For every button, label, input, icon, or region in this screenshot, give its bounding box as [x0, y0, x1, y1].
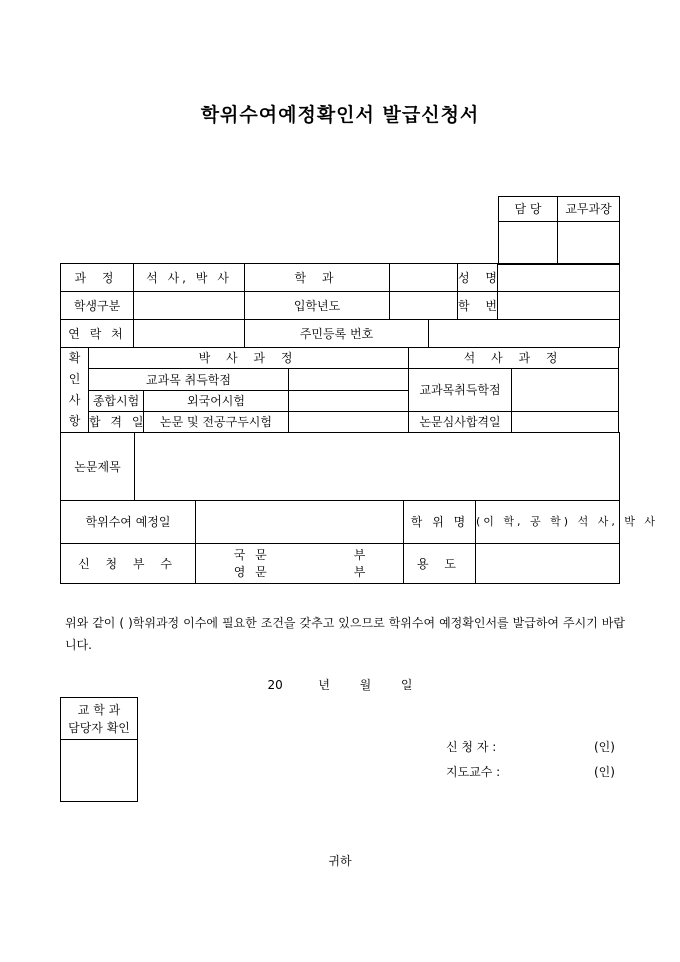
student-no-field[interactable] — [498, 292, 620, 320]
staff-confirm-line1: 교 학 과 — [77, 702, 121, 717]
approval-staff-label: 담 당 — [499, 197, 558, 222]
degree-name-value: (이 학, 공 학) 석 사, 박 사 — [476, 501, 620, 544]
dept-field[interactable] — [390, 264, 458, 292]
ms-credits-label: 교과목취득학점 — [409, 369, 512, 412]
staff-confirm-box — [60, 697, 138, 802]
approval-box — [498, 196, 620, 265]
copies-english-unit: 부 — [353, 564, 366, 579]
thesis-exam-field[interactable] — [289, 412, 409, 433]
rrn-field[interactable] — [429, 320, 620, 348]
date-line — [0, 676, 680, 693]
confirm-side-char-2: 인 — [68, 372, 81, 386]
info-table — [60, 263, 620, 348]
student-type-field[interactable] — [134, 292, 245, 320]
staff-confirm-sign[interactable] — [61, 740, 138, 802]
advisor-seal[interactable]: (인) — [594, 765, 615, 779]
student-no-label: 학 번 — [458, 292, 498, 320]
copies-field[interactable] — [196, 544, 404, 584]
document-title: 학위수여예정확인서 발급신청서 — [200, 104, 480, 126]
degree-table — [60, 432, 659, 584]
student-type-label: 학생구분 — [61, 292, 134, 320]
contact-field[interactable] — [134, 320, 245, 348]
thesis-exam-label: 논문 및 전공구두시험 — [144, 412, 289, 433]
approval-manager-label: 교무과장 — [558, 197, 620, 222]
dept-label: 학 과 — [245, 264, 390, 292]
staff-confirm-line2: 담당자 확인 — [68, 720, 130, 735]
thesis-title-label: 논문제목 — [61, 433, 135, 501]
foreign-lang-label: 외국어시험 — [144, 391, 289, 412]
ms-header: 석 사 과 정 — [409, 348, 619, 369]
applicant-seal[interactable]: (인) — [594, 740, 615, 754]
confirm-side-char-4: 항 — [68, 414, 81, 428]
degree-name-label: 학 위 명 — [404, 501, 476, 544]
thesis-title-field[interactable] — [135, 433, 620, 501]
degree-date-label: 학위수여 예정일 — [61, 501, 196, 544]
approval-manager-sign[interactable] — [558, 222, 620, 265]
copies-english-label: 영 문 — [233, 564, 270, 579]
admit-year-field[interactable] — [390, 292, 458, 320]
degree-date-field[interactable] — [196, 501, 404, 544]
date-month: 월 — [359, 678, 372, 692]
phd-credits-field[interactable] — [289, 369, 409, 391]
course-label: 과 정 — [61, 264, 134, 292]
date-prefix: 20 — [267, 678, 283, 692]
contact-label: 연 락 처 — [61, 320, 134, 348]
date-day: 일 — [400, 678, 413, 692]
course-value: 석 사, 박 사 — [134, 264, 245, 292]
copies-korean-row — [196, 547, 403, 564]
ms-thesis-pass-field[interactable] — [512, 412, 619, 433]
date-year: 년 — [318, 678, 331, 692]
purpose-field[interactable] — [476, 544, 620, 584]
copies-korean-unit: 부 — [353, 547, 366, 562]
confirm-side-char-1: 확 — [68, 351, 81, 365]
phd-credits-label: 교과목 취득학점 — [89, 369, 289, 391]
confirm-table — [60, 347, 619, 433]
statement-text: 위와 같이 ( )학위과정 이수에 필요한 조건을 갖추고 있으므로 학위수여 예정확인서를 발급하여 주시기 바랍니다. — [65, 616, 625, 652]
copies-label: 신 청 부 수 — [61, 544, 196, 584]
confirm-side-char-3: 사 — [68, 393, 81, 407]
copies-english-row — [196, 564, 403, 581]
pass-date-label: 합 격 일 — [89, 412, 144, 433]
admit-year-label: 입학년도 — [245, 292, 390, 320]
purpose-label: 용 도 — [404, 544, 476, 584]
name-field[interactable] — [498, 264, 620, 292]
ms-thesis-pass-label: 논문심사합격일 — [409, 412, 512, 433]
confirm-side-label — [61, 348, 89, 433]
advisor-label: 지도교수 : — [446, 765, 501, 779]
applicant-label: 신 청 자 : — [446, 740, 497, 754]
copies-korean-label: 국 문 — [233, 547, 270, 562]
name-label: 성 명 — [458, 264, 498, 292]
comp-exam-label: 종합시험 — [89, 391, 144, 412]
ms-credits-field[interactable] — [512, 369, 619, 412]
approval-staff-sign[interactable] — [499, 222, 558, 265]
foreign-lang-field[interactable] — [289, 391, 409, 412]
staff-confirm-label — [61, 698, 138, 740]
addressee-text: 귀하 — [328, 854, 352, 868]
rrn-label: 주민등록 번호 — [245, 320, 429, 348]
phd-header: 박 사 과 정 — [89, 348, 409, 369]
